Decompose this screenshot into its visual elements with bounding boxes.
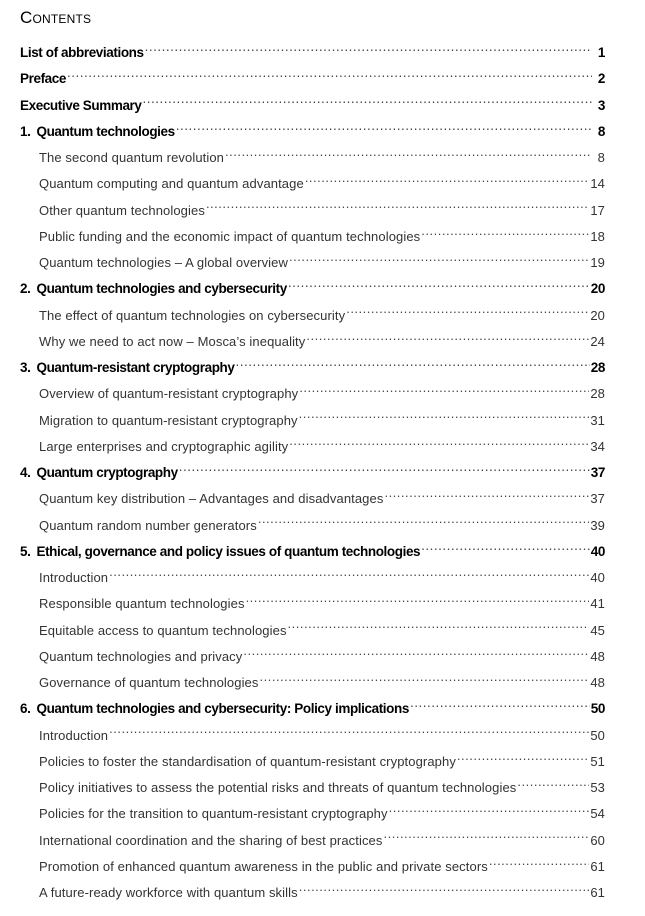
toc-section-entry[interactable] [0, 644, 605, 670]
toc-page-number: 28 [590, 360, 605, 375]
toc-entry-label: The second quantum revolution [39, 150, 225, 165]
dot-leader [145, 44, 592, 58]
toc-entry-label: Executive Summary [20, 97, 142, 113]
toc-chapter-entry[interactable] [0, 40, 605, 66]
toc-entry-label: Quantum technologies and cybersecurity [36, 281, 287, 297]
toc-section-entry[interactable] [0, 775, 605, 801]
toc-page-number: 18 [590, 228, 605, 244]
toc-page-number: 2 [597, 71, 605, 87]
toc-section-entry[interactable] [0, 329, 605, 355]
toc-section-entry[interactable] [0, 408, 605, 434]
toc-section-entry[interactable] [0, 723, 605, 749]
toc-entry-label: Quantum technologies and cybersecurity: Policy implications [36, 701, 409, 717]
toc-section-entry[interactable] [0, 670, 605, 696]
dot-leader [421, 542, 590, 556]
dot-leader [384, 490, 589, 503]
toc-page-number: 39 [590, 517, 605, 533]
toc-entry-label: Why we need to act now – Mosca’s inequality [39, 333, 306, 349]
toc-chapter-entry[interactable] [0, 119, 605, 145]
dot-leader [457, 753, 589, 766]
toc-section-entry[interactable] [0, 749, 605, 775]
toc-entry-label: Introduction [39, 570, 109, 585]
toc-page-number: 50 [590, 727, 605, 743]
toc-page-number: 54 [590, 806, 605, 822]
dot-leader [299, 884, 590, 897]
toc-entry-label: Quantum key distribution – Advantages and disadvantages [39, 491, 384, 507]
toc-page-number: 1 [597, 45, 605, 60]
toc-section-entry[interactable] [0, 381, 605, 407]
toc-entry-label: Preface [20, 71, 66, 87]
toc-page-number: 61 [590, 858, 605, 874]
toc-entry-label: Quantum technologies [36, 123, 175, 139]
dot-leader [236, 359, 590, 373]
toc-page-number: 24 [590, 333, 605, 349]
toc-entry-label: Policies to foster the standardisation of quantum-resistant cryptography [39, 753, 456, 769]
toc-page-number: 37 [590, 491, 605, 507]
toc-section-entry[interactable] [0, 198, 605, 224]
toc-section-entry[interactable] [0, 854, 605, 880]
toc-entry-label: Migration to quantum-resistant cryptography [39, 412, 298, 428]
toc-section-entry[interactable] [0, 303, 605, 329]
toc-section-entry[interactable] [0, 828, 605, 854]
dot-leader [517, 779, 589, 792]
toc-section-entry[interactable] [0, 565, 605, 591]
toc-page-number: 31 [590, 412, 605, 428]
toc-section-entry[interactable] [0, 434, 605, 460]
toc-page-number: 48 [590, 675, 605, 690]
toc-entry-label: Promotion of enhanced quantum awareness in the public and private sectors [39, 858, 488, 874]
toc-page-number: 8 [597, 123, 605, 139]
toc-section-entry[interactable] [0, 513, 605, 539]
toc-section-entry[interactable] [0, 224, 605, 250]
toc-page-number: 45 [590, 622, 605, 638]
dot-leader [299, 412, 590, 425]
toc-list [0, 40, 645, 906]
toc-section-entry[interactable] [0, 880, 605, 906]
toc-page-number: 34 [590, 438, 605, 454]
toc-entry-label: Introduction [39, 727, 109, 743]
dot-leader [299, 385, 589, 398]
toc-entry-number: 6. [20, 701, 31, 717]
dot-leader [421, 228, 589, 241]
dot-leader [67, 70, 592, 84]
toc-page-number: 40 [590, 543, 605, 559]
toc-entry-label: List of abbreviations [20, 45, 144, 60]
toc-page-number: 48 [590, 648, 605, 664]
toc-entry-label: Quantum cryptography [36, 465, 178, 480]
dot-leader [489, 858, 589, 871]
dot-leader [143, 96, 592, 110]
toc-entry-label: Quantum technologies – A global overview [39, 255, 288, 270]
toc-page-number: 14 [590, 176, 605, 192]
toc-section-entry[interactable] [0, 486, 605, 512]
dot-leader [258, 517, 590, 530]
toc-chapter-entry[interactable] [0, 93, 605, 119]
toc-page-number: 41 [590, 596, 605, 612]
dot-leader [179, 464, 590, 478]
dot-leader [109, 569, 589, 582]
toc-entry-label: Quantum-resistant cryptography [36, 360, 235, 375]
toc-section-entry[interactable] [0, 250, 605, 276]
toc-entry-label: Large enterprises and cryptographic agility [39, 438, 289, 454]
toc-page-number: 17 [590, 202, 605, 218]
toc-entry-number: 4. [20, 465, 31, 480]
toc-entry-label: Quantum technologies and privacy [39, 648, 243, 664]
toc-page-number: 20 [590, 307, 605, 323]
dot-leader [410, 700, 590, 714]
dot-leader [246, 595, 590, 608]
toc-entry-label: International coordination and the sharing of best practices [39, 832, 383, 848]
dot-leader [346, 307, 589, 320]
dot-leader [289, 438, 589, 451]
toc-page-number: 3 [597, 97, 605, 113]
toc-entry-label: Equitable access to quantum technologies [39, 622, 287, 638]
dot-leader [260, 674, 590, 687]
toc-section-entry[interactable] [0, 618, 605, 644]
dot-leader [288, 280, 590, 294]
toc-page-number: 53 [590, 780, 605, 795]
dot-leader [176, 122, 592, 136]
toc-entry-number: 3. [20, 360, 31, 375]
toc-entry-label: Policies for the transition to quantum-resistant cryptography [39, 806, 388, 822]
dot-leader [306, 333, 589, 346]
toc-entry-label: Other quantum technologies [39, 202, 205, 218]
toc-entry-label: Governance of quantum technologies [39, 675, 259, 690]
toc-entry-label: The effect of quantum technologies on cybersecurity [39, 307, 346, 323]
toc-chapter-entry[interactable] [0, 276, 605, 302]
dot-leader [243, 648, 589, 661]
page-title: Contents [20, 8, 92, 27]
toc-entry-label: Quantum random number generators [39, 517, 257, 533]
toc-page-number: 37 [590, 465, 605, 480]
toc-entry-label: Public funding and the economic impact of quantum technologies [39, 228, 421, 244]
toc-entry-label: Policy initiatives to assess the potential risks and threats of quantum technologies [39, 780, 517, 795]
toc-entry-number: 5. [20, 543, 31, 559]
toc-entry-label: A future-ready workforce with quantum skills [39, 885, 298, 900]
dot-leader [389, 805, 590, 818]
toc-page-number: 60 [590, 832, 605, 848]
toc-entry-number: 2. [20, 281, 31, 297]
dot-leader [305, 175, 590, 188]
toc-chapter-entry[interactable] [0, 696, 605, 722]
dot-leader [109, 727, 589, 740]
toc-entry-label: Overview of quantum-resistant cryptography [39, 386, 299, 402]
toc-section-entry[interactable] [0, 171, 605, 197]
toc-entry-label: Ethical, governance and policy issues of quantum technologies [36, 543, 421, 559]
dot-leader [384, 832, 590, 845]
toc-chapter-entry[interactable] [0, 539, 605, 565]
dot-leader [225, 149, 592, 162]
toc-section-entry[interactable] [0, 801, 605, 827]
toc-page-number: 50 [590, 701, 605, 717]
dot-leader [289, 254, 589, 267]
toc-section-entry[interactable] [0, 591, 605, 617]
toc-page-number: 8 [597, 150, 605, 165]
dot-leader [288, 622, 590, 635]
toc-page-number: 19 [590, 255, 605, 270]
toc-entry-number: 1. [20, 123, 31, 139]
toc-page-number: 61 [590, 885, 605, 900]
toc-page-number: 51 [590, 753, 605, 769]
toc-page-number: 20 [590, 281, 605, 297]
toc-chapter-entry[interactable] [0, 66, 605, 92]
toc-page-number: 28 [590, 386, 605, 402]
toc-page-number: 40 [590, 570, 605, 585]
toc-chapter-entry[interactable] [0, 355, 605, 381]
toc-entry-label: Quantum computing and quantum advantage [39, 176, 304, 192]
toc-section-entry[interactable] [0, 145, 605, 171]
toc-entry-label: Responsible quantum technologies [39, 596, 245, 612]
toc-chapter-entry[interactable] [0, 460, 605, 486]
dot-leader [206, 202, 589, 215]
